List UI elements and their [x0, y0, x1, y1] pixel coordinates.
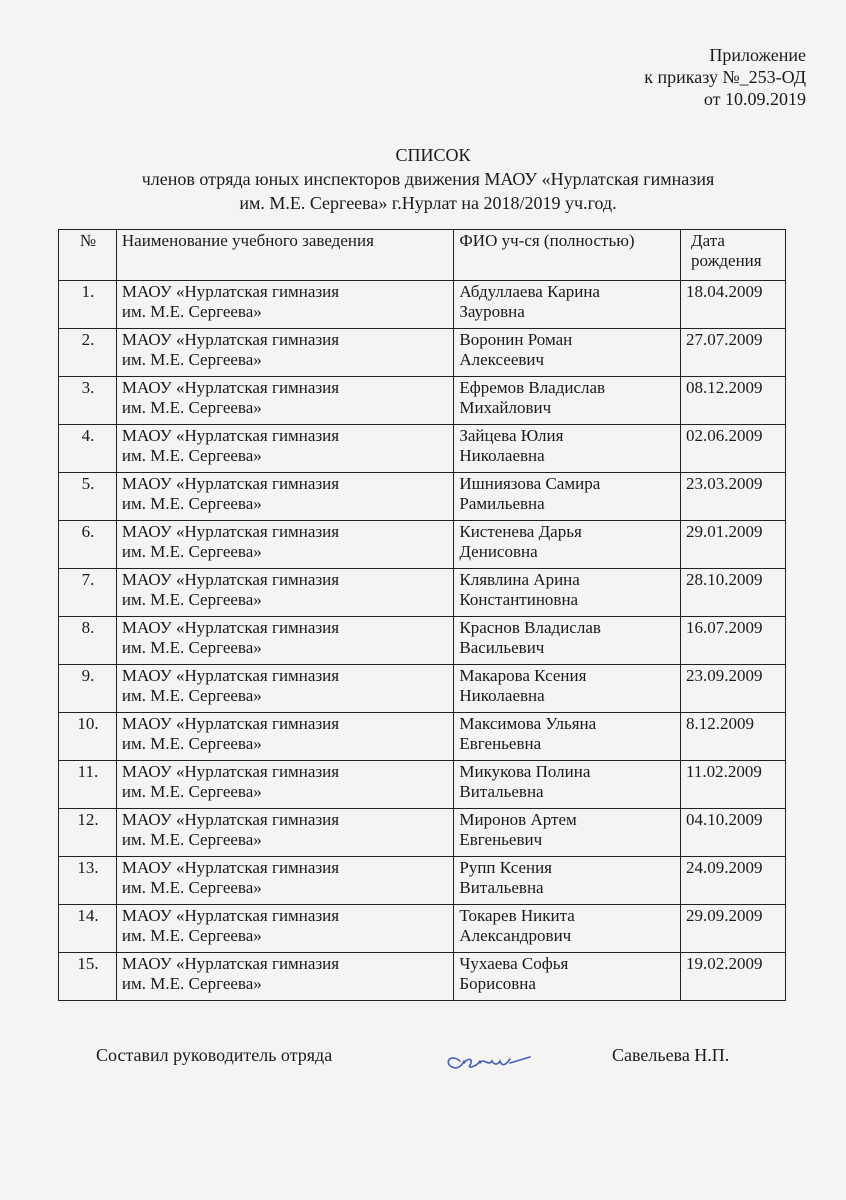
table-header-row — [59, 230, 786, 281]
table-row — [59, 617, 786, 665]
row-name-line2: Константиновна — [459, 590, 579, 609]
row-school-line1: МАОУ «Нурлатская гимназия — [121, 810, 340, 829]
row-name — [454, 521, 681, 569]
table-row — [59, 473, 786, 521]
row-birthdate: 19.02.2009 — [681, 953, 786, 1001]
row-school-line1: МАОУ «Нурлатская гимназия — [121, 858, 340, 877]
row-birthdate: 24.09.2009 — [681, 857, 786, 905]
row-birthdate: 08.12.2009 — [681, 377, 786, 425]
row-birthdate: 02.06.2009 — [681, 425, 786, 473]
row-num: 10. — [59, 713, 117, 761]
row-num: 3. — [59, 377, 117, 425]
row-name — [454, 377, 681, 425]
row-school-line2: им. М.Е. Сергеева» — [121, 446, 262, 465]
row-school — [116, 665, 454, 713]
row-num: 15. — [59, 953, 117, 1001]
row-school-line1: МАОУ «Нурлатская гимназия — [121, 906, 340, 925]
row-name — [454, 329, 681, 377]
row-name-line2: Зауровна — [459, 302, 525, 321]
row-name — [454, 761, 681, 809]
table-row — [59, 521, 786, 569]
header-school: Наименование учебного заведения — [116, 230, 454, 281]
table-row — [59, 713, 786, 761]
table-row — [59, 329, 786, 377]
row-name-line1: Чухаева Софья — [459, 954, 569, 973]
header-date-line1: Дата — [691, 231, 725, 250]
row-name — [454, 473, 681, 521]
signer-name: Савельева Н.П. — [612, 1045, 730, 1065]
table-row — [59, 761, 786, 809]
row-name-line1: Миронов Артем — [459, 810, 577, 829]
row-school-line2: им. М.Е. Сергеева» — [121, 782, 262, 801]
row-school-line2: им. М.Е. Сергеева» — [121, 350, 262, 369]
row-school-line2: им. М.Е. Сергеева» — [121, 686, 262, 705]
row-school-line2: им. М.Е. Сергеева» — [121, 830, 262, 849]
row-name — [454, 713, 681, 761]
row-name-line2: Алексеевич — [459, 350, 545, 369]
row-num: 2. — [59, 329, 117, 377]
row-school-line1: МАОУ «Нурлатская гимназия — [121, 426, 340, 445]
row-school — [116, 377, 454, 425]
row-school-line2: им. М.Е. Сергеева» — [121, 494, 262, 513]
row-name — [454, 425, 681, 473]
row-name-line1: Клявлина Арина — [459, 570, 580, 589]
row-name-line1: Зайцева Юлия — [459, 426, 564, 445]
table-row — [59, 857, 786, 905]
row-num: 1. — [59, 281, 117, 329]
row-school-line2: им. М.Е. Сергеева» — [121, 734, 262, 753]
row-birthdate: 28.10.2009 — [681, 569, 786, 617]
row-name-line2: Витальевна — [459, 782, 544, 801]
table-row — [59, 281, 786, 329]
row-name-line1: Токарев Никита — [459, 906, 575, 925]
row-num: 9. — [59, 665, 117, 713]
row-school-line2: им. М.Е. Сергеева» — [121, 974, 262, 993]
row-name-line1: Абдуллаева Карина — [459, 282, 600, 301]
row-num: 13. — [59, 857, 117, 905]
row-school-line1: МАОУ «Нурлатская гимназия — [121, 378, 340, 397]
row-school — [116, 905, 454, 953]
row-birthdate: 29.01.2009 — [681, 521, 786, 569]
row-school-line2: им. М.Е. Сергеева» — [121, 638, 262, 657]
row-name-line1: Максимова Ульяна — [459, 714, 597, 733]
row-name — [454, 905, 681, 953]
header-date-line2: рождения — [691, 251, 762, 270]
title-heading: СПИСОК — [395, 145, 471, 165]
table-row — [59, 425, 786, 473]
row-school — [116, 329, 454, 377]
table-row — [59, 809, 786, 857]
composer-label: Составил руководитель отряда — [96, 1045, 333, 1065]
row-school — [116, 425, 454, 473]
row-school-line1: МАОУ «Нурлатская гимназия — [121, 762, 340, 781]
row-school — [116, 473, 454, 521]
row-name-line1: Макарова Ксения — [459, 666, 587, 685]
row-name-line2: Васильевич — [459, 638, 545, 657]
row-school — [116, 953, 454, 1001]
table-row — [59, 665, 786, 713]
row-num: 5. — [59, 473, 117, 521]
row-school-line2: им. М.Е. Сергеева» — [121, 302, 262, 321]
row-birthdate: 16.07.2009 — [681, 617, 786, 665]
row-school-line2: им. М.Е. Сергеева» — [121, 926, 262, 945]
row-name-line2: Витальевна — [459, 878, 544, 897]
row-birthdate: 29.09.2009 — [681, 905, 786, 953]
document-title — [0, 143, 846, 215]
header-name: ФИО уч-ся (полностью) — [454, 230, 681, 281]
row-school — [116, 617, 454, 665]
members-table — [58, 229, 786, 1001]
row-school-line2: им. М.Е. Сергеева» — [121, 878, 262, 897]
row-name — [454, 953, 681, 1001]
row-birthdate: 27.07.2009 — [681, 329, 786, 377]
row-name — [454, 569, 681, 617]
row-num: 14. — [59, 905, 117, 953]
row-name-line1: Ефремов Владислав — [459, 378, 606, 397]
row-name — [454, 809, 681, 857]
row-name-line2: Николаевна — [459, 686, 545, 705]
row-birthdate: 23.03.2009 — [681, 473, 786, 521]
row-birthdate: 04.10.2009 — [681, 809, 786, 857]
row-school-line2: им. М.Е. Сергеева» — [121, 590, 262, 609]
row-name-line2: Михайлович — [459, 398, 552, 417]
row-school-line2: им. М.Е. Сергеева» — [121, 542, 262, 561]
row-name — [454, 281, 681, 329]
header-date — [681, 230, 786, 281]
row-num: 4. — [59, 425, 117, 473]
row-school — [116, 569, 454, 617]
row-name-line1: Воронин Роман — [459, 330, 573, 349]
row-name-line2: Борисовна — [459, 974, 536, 993]
table-row — [59, 905, 786, 953]
row-num: 11. — [59, 761, 117, 809]
row-school — [116, 281, 454, 329]
title-subtitle-line2: им. М.Е. Сергеева» г.Нурлат на 2018/2019 уч.год. — [239, 193, 617, 213]
row-birthdate: 23.09.2009 — [681, 665, 786, 713]
title-subtitle-line1: членов отряда юных инспекторов движения МАОУ «Нурлатская гимназия — [141, 169, 715, 189]
row-school — [116, 713, 454, 761]
row-birthdate: 11.02.2009 — [681, 761, 786, 809]
row-name — [454, 665, 681, 713]
row-school-line2: им. М.Е. Сергеева» — [121, 398, 262, 417]
table-row — [59, 953, 786, 1001]
row-school — [116, 857, 454, 905]
row-school-line1: МАОУ «Нурлатская гимназия — [121, 330, 340, 349]
appendix-order-number: к приказу №_253-ОД — [644, 67, 806, 87]
appendix-title: Приложение — [709, 45, 806, 65]
row-name-line1: Микукова Полина — [459, 762, 591, 781]
appendix-block — [644, 44, 806, 110]
row-name-line2: Рамильевна — [459, 494, 545, 513]
footer — [0, 1039, 846, 1079]
table-row — [59, 569, 786, 617]
header-num: № — [59, 230, 117, 281]
row-school-line1: МАОУ «Нурлатская гимназия — [121, 666, 340, 685]
row-school-line1: МАОУ «Нурлатская гимназия — [121, 282, 340, 301]
row-birthdate: 18.04.2009 — [681, 281, 786, 329]
row-school-line1: МАОУ «Нурлатская гимназия — [121, 474, 340, 493]
row-name-line1: Рупп Ксения — [459, 858, 553, 877]
row-school — [116, 521, 454, 569]
row-name — [454, 617, 681, 665]
row-num: 12. — [59, 809, 117, 857]
row-num: 6. — [59, 521, 117, 569]
table-row — [59, 377, 786, 425]
table-body — [59, 281, 786, 1001]
row-school-line1: МАОУ «Нурлатская гимназия — [121, 618, 340, 637]
row-name-line2: Евгеньевич — [459, 830, 543, 849]
row-birthdate: 8.12.2009 — [681, 713, 786, 761]
row-name — [454, 857, 681, 905]
appendix-order-date: от 10.09.2019 — [703, 89, 806, 109]
row-num: 8. — [59, 617, 117, 665]
row-school-line1: МАОУ «Нурлатская гимназия — [121, 522, 340, 541]
row-name-line1: Ишниязова Самира — [459, 474, 601, 493]
row-school-line1: МАОУ «Нурлатская гимназия — [121, 954, 340, 973]
row-name-line2: Евгеньевна — [459, 734, 542, 753]
row-school — [116, 761, 454, 809]
row-school-line1: МАОУ «Нурлатская гимназия — [121, 714, 340, 733]
row-num: 7. — [59, 569, 117, 617]
signature-image — [440, 1039, 540, 1075]
row-school-line1: МАОУ «Нурлатская гимназия — [121, 570, 340, 589]
row-name-line2: Александрович — [459, 926, 572, 945]
row-name-line1: Краснов Владислав — [459, 618, 601, 637]
row-school — [116, 809, 454, 857]
row-name-line2: Николаевна — [459, 446, 545, 465]
row-name-line2: Денисовна — [459, 542, 538, 561]
row-name-line1: Кистенева Дарья — [459, 522, 582, 541]
